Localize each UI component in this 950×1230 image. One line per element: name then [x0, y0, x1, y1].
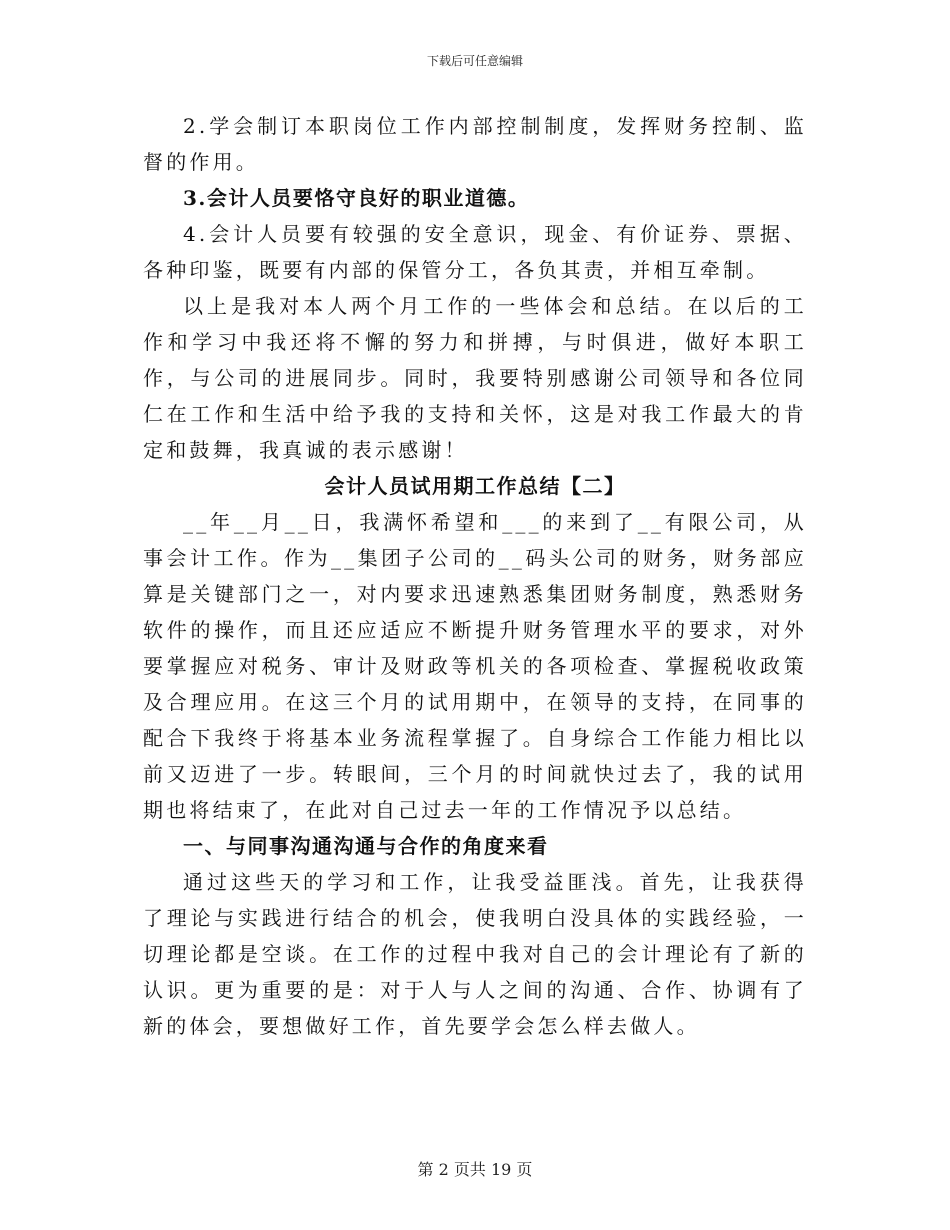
- paragraph-colleague-communication: 通过这些天的学习和工作，让我受益匪浅。首先，让我获得了理论与实践进行结合的机会，使我明白没具体的实践经验，一切理论都是空谈。在工作的过程中我对自己的会计理论有了新的认识。更为重要的是：对于人与人之间的沟通、合作、协调有了新的体会，要想做好工作，首先要学会怎么样去做人。: [143, 870, 807, 1038]
- paragraph-item-4: 4.会计人员要有较强的安全意识，现金、有价证券、票据、各种印鉴，既要有内部的保管分工，各负其责，并相互牵制。: [143, 222, 807, 282]
- paragraph-item-2: 2.学会制订本职岗位工作内部控制制度，发挥财务控制、监督的作用。: [143, 114, 807, 174]
- section-heading-1: 一、与同事沟通沟通与合作的角度来看: [183, 834, 549, 858]
- paragraph-intro: __年__月__日，我满怀希望和___的来到了__有限公司，从事会计工作。作为__集团子公司的__码头公司的财务，财务部应算是关键部门之一，对内要求迅速熟悉集团财务制度，熟悉财务软件的操作，而且还应适应不断提升财务管理水平的要求，对外要掌握应对税务、审计及财政等机关的各项检查、掌握税收政策及合理应用。在这三个月的试用期中，在领导的支持，在同事的配合下我终于将基本业务流程掌握了。自身综合工作能力相比以前又迈进了一步。转眼间，三个月的时间就快过去了，我的试用期也将结束了，在此对自己过去一年的工作情况予以总结。: [143, 510, 807, 822]
- document-body: [143, 108, 807, 1044]
- page-header: 下载后可任意编辑: [426, 54, 523, 68]
- page-footer: 第 2 页共 19 页: [417, 1160, 533, 1179]
- section-title: 会计人员试用期工作总结【二】: [324, 474, 626, 498]
- paragraph-item-3: 3.会计人员要恪守良好的职业道德。: [183, 186, 530, 210]
- paragraph-conclusion: 以上是我对本人两个月工作的一些体会和总结。在以后的工作和学习中我还将不懈的努力和拼搏，与时俱进，做好本职工作，与公司的进展同步。同时，我要特别感谢公司领导和各位同仁在工作和生活中给予我的支持和关怀，这是对我工作最大的肯定和鼓舞，我真诚的表示感谢！: [143, 294, 807, 462]
